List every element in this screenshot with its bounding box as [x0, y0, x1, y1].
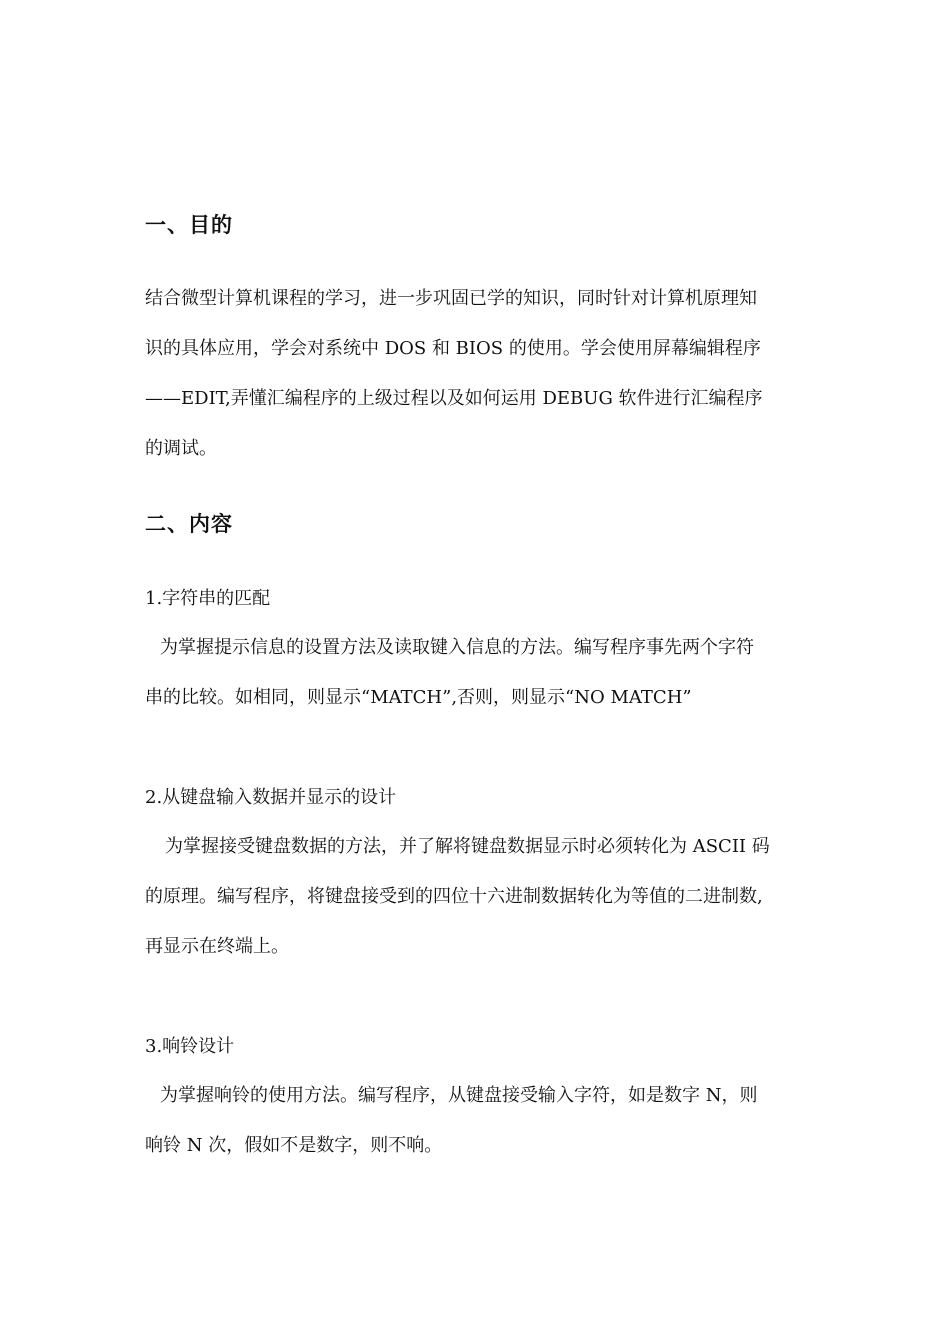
item-2-line-1: 为掌握接受键盘数据的方法，并了解将键盘数据显示时必须转化为 ASCII 码 [165, 836, 770, 857]
item-1-line-2: 串的比较。如相同，则显示“MATCH”,否则，则显示“NO MATCH” [145, 687, 692, 708]
section-heading-purpose: 一、目的 [145, 212, 233, 237]
purpose-paragraph-line-4: 的调试。 [145, 438, 217, 459]
item-3-line-2: 响铃 N 次，假如不是数字，则不响。 [145, 1135, 443, 1156]
item-2-line-2: 的原理。编写程序，将键盘接受到的四位十六进制数据转化为等值的二进制数, [145, 886, 763, 907]
item-2-title: 2.从键盘输入数据并显示的设计 [145, 787, 397, 808]
item-1-title: 1.字符串的匹配 [145, 588, 271, 609]
purpose-paragraph-line-2: 识的具体应用，学会对系统中 DOS 和 BIOS 的使用。学会使用屏幕编辑程序 [145, 338, 761, 359]
item-3-title: 3.响铃设计 [145, 1036, 235, 1057]
item-3-line-1: 为掌握响铃的使用方法。编写程序，从键盘接受输入字符，如是数字 N，则 [160, 1085, 758, 1106]
item-1-line-1: 为掌握提示信息的设置方法及读取键入信息的方法。编写程序事先两个字符 [160, 637, 754, 658]
item-2-line-3: 再显示在终端上。 [145, 936, 289, 957]
section-heading-content: 二、内容 [145, 511, 233, 536]
purpose-paragraph-line-3: ——EDIT,弄懂汇编程序的上级过程以及如何运用 DEBUG 软件进行汇编程序 [145, 388, 763, 409]
purpose-paragraph-line-1: 结合微型计算机课程的学习，进一步巩固已学的知识，同时针对计算机原理知 [145, 288, 757, 309]
